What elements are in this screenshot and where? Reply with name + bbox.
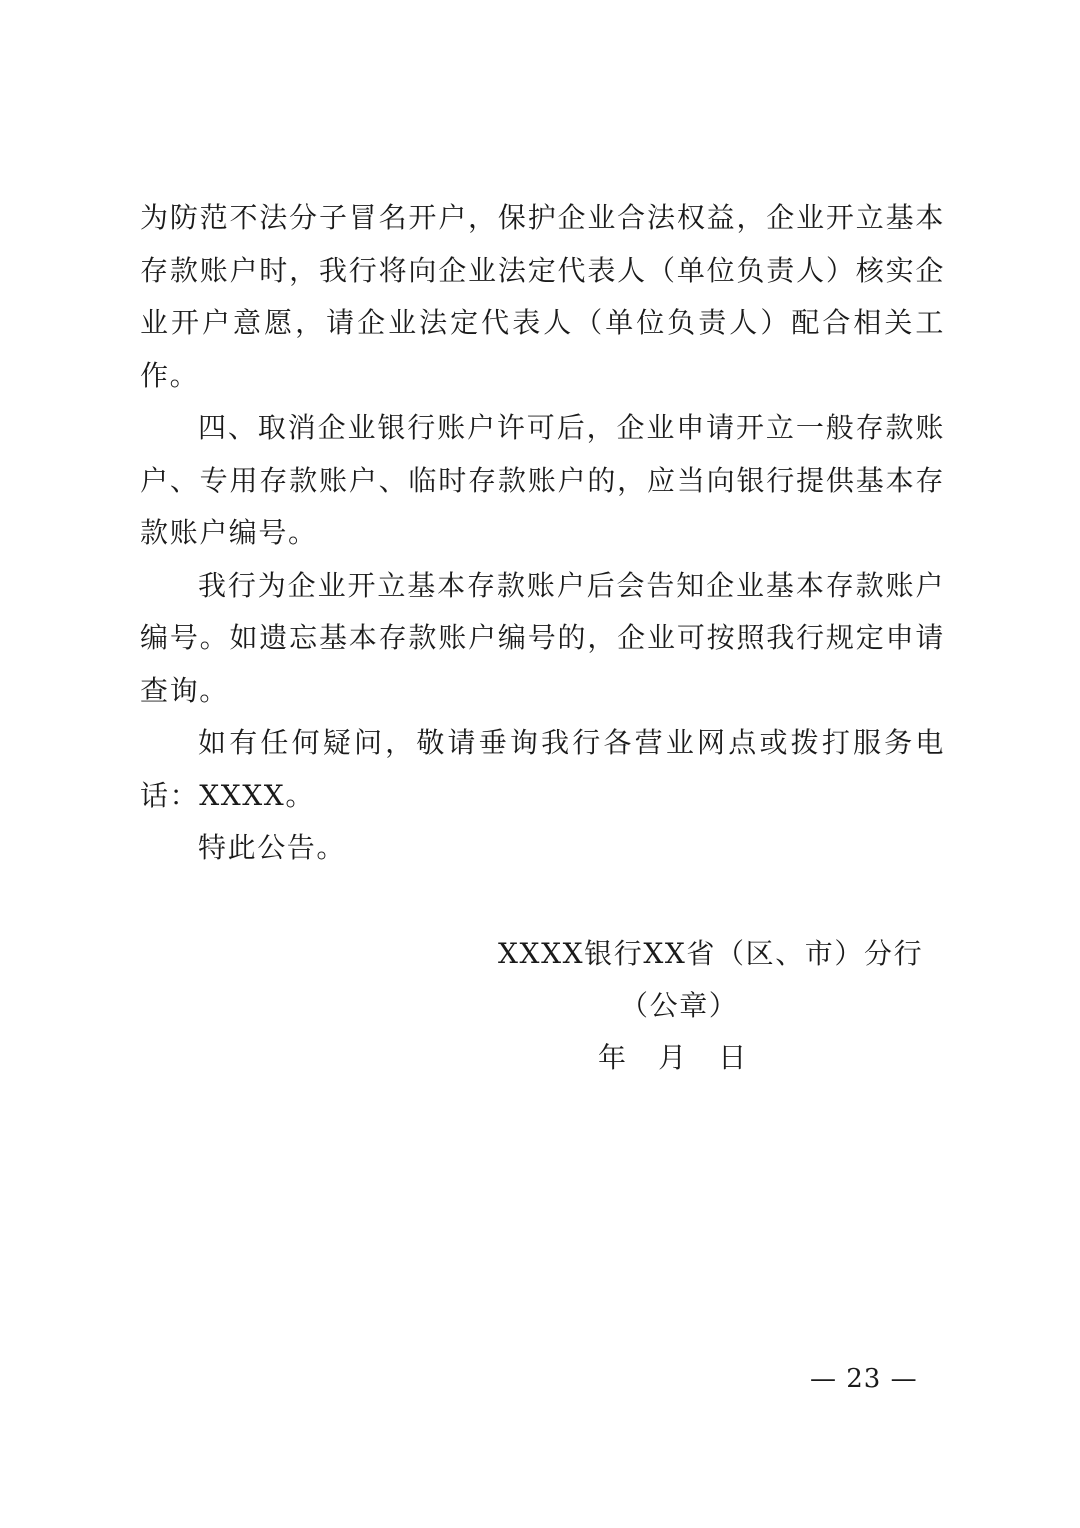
notice-body bbox=[140, 192, 945, 875]
page-number: — 23 — bbox=[810, 1364, 918, 1394]
issuing-organization: XXXX银行XX省（区、市）分行 bbox=[498, 937, 924, 970]
paragraph-account-verification: 为防范不法分子冒名开户，保护企业合法权益，企业开立基本存款账户时，我行将向企业法定代表人（单位负责人）核实企业开户意愿，请企业法定代表人（单位负责人）配合相关工作。 bbox=[140, 201, 945, 392]
paragraph-contact: 如有任何疑问，敬请垂询我行各营业网点或拨打服务电话：XXXX。 bbox=[140, 726, 945, 812]
paragraph-account-number: 我行为企业开立基本存款账户后会告知企业基本存款账户编号。如遗忘基本存款账户编号的，企业可按照我行规定申请查询。 bbox=[140, 568, 945, 707]
seal-note: （公章） bbox=[620, 989, 739, 1022]
paragraph-item-four: 四、取消企业银行账户许可后，企业申请开立一般存款账户、专用存款账户、临时存款账户的，应当向银行提供基本存款账户编号。 bbox=[140, 411, 945, 549]
issue-date: 年 月 日 bbox=[598, 1041, 748, 1074]
paragraph-closing: 特此公告。 bbox=[198, 831, 347, 864]
